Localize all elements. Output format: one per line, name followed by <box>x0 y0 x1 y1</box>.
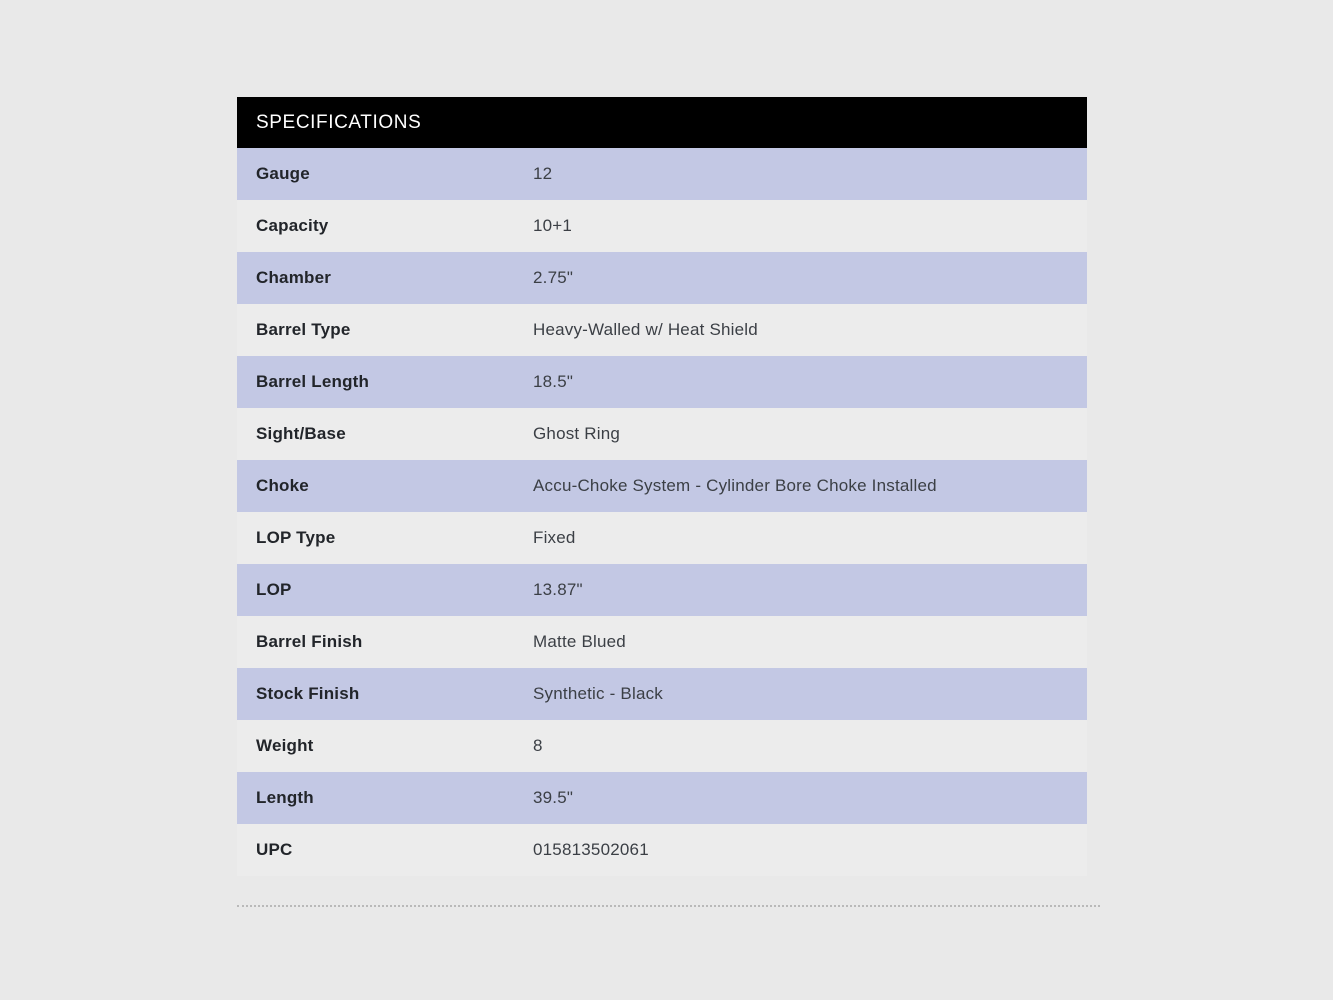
table-row <box>237 252 1087 304</box>
row-label: Stock Finish <box>256 684 360 703</box>
row-value: 13.87" <box>533 580 583 599</box>
row-label: Barrel Finish <box>256 632 363 651</box>
table-row <box>237 824 1087 876</box>
row-label: Barrel Type <box>256 320 351 339</box>
row-label: LOP Type <box>256 528 336 547</box>
table-row <box>237 772 1087 824</box>
row-value: 12 <box>533 164 553 183</box>
row-label: Capacity <box>256 216 329 235</box>
row-value: 18.5" <box>533 372 574 391</box>
table-row <box>237 564 1087 616</box>
row-label: Weight <box>256 736 314 755</box>
row-label: Barrel Length <box>256 372 370 391</box>
table-row <box>237 408 1087 460</box>
row-label: Chamber <box>256 268 332 287</box>
table-header <box>237 97 1087 148</box>
table-bottom-divider <box>237 876 1100 907</box>
row-value: 8 <box>533 736 543 755</box>
table-header-title: SPECIFICATIONS <box>256 111 422 133</box>
table-row <box>237 460 1087 512</box>
row-label: Gauge <box>256 164 310 183</box>
row-label: Sight/Base <box>256 424 346 443</box>
row-value: Fixed <box>533 528 576 547</box>
table-row <box>237 304 1087 356</box>
specifications-table <box>237 97 1087 907</box>
table-row <box>237 200 1087 252</box>
row-value: Synthetic - Black <box>533 684 664 703</box>
row-value: Accu-Choke System - Cylinder Bore Choke Installed <box>533 476 937 495</box>
row-value: Heavy-Walled w/ Heat Shield <box>533 320 758 339</box>
table-row <box>237 356 1087 408</box>
row-value: 015813502061 <box>533 840 649 859</box>
table-row <box>237 616 1087 668</box>
row-label: UPC <box>256 840 293 859</box>
row-value: 2.75" <box>533 268 574 287</box>
table-row <box>237 668 1087 720</box>
row-label: Length <box>256 788 314 807</box>
row-value: Ghost Ring <box>533 424 621 443</box>
row-value: 39.5" <box>533 788 574 807</box>
table-row <box>237 148 1087 200</box>
table-row <box>237 720 1087 772</box>
row-value: 10+1 <box>533 216 573 235</box>
table-row <box>237 512 1087 564</box>
row-label: Choke <box>256 476 309 495</box>
table-body <box>237 148 1087 876</box>
row-value: Matte Blued <box>533 632 626 651</box>
row-label: LOP <box>256 580 292 599</box>
